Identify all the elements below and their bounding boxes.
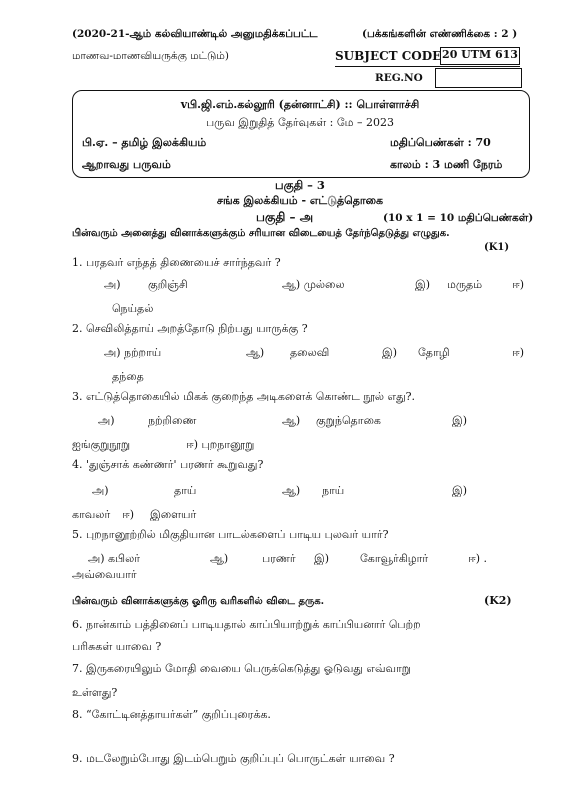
question-6-line-1: 6. நான்காம் பத்தினைப் பாடியதால் காப்பியாற்றுக் காப்பியனார் பெற்ற [72,618,421,631]
q4-option-c-label: இ) [452,484,467,497]
q4-option-b-label: ஆ) [282,484,301,497]
q5-option-a: அ) கபிலர் [88,552,140,565]
q5-option-c-label: இ) [314,552,329,565]
part-a-instruction: பின்வரும் அனைத்து வினாக்களுக்கும் சரியான விடையைத் தேர்ந்தெடுத்து எழுதுக. [72,228,450,239]
unit-title: சங்க இலக்கியம் - எட்டுத்தொகை [216,194,384,207]
exam-title: பருவ இறுதித் தேர்வுகள் : மே – 2023 [205,116,395,129]
question-1: 1. பரதவர் எந்தத் திணையைச் சார்ந்தவர் ? [72,256,281,269]
q4-option-a: தாய் [174,484,197,497]
q3-option-d: ஈ) புறநானூறு [186,438,255,451]
students-only: மாணவ-மாணவியருக்கு மட்டும்) [72,50,229,62]
q2-option-c-label: இ) [382,346,397,359]
q1-option-b: ஆ) முல்லை [282,278,345,291]
year-note: (2020-21-ஆம் கல்வியாண்டில் அனுமதிக்கப்பட்ட [72,28,318,40]
q2-option-c: தோழி [418,346,450,359]
q2-option-d: தந்தை [112,370,144,383]
exam-time: காலம் : 3 மணி நேரம் [390,158,503,171]
q4-option-d-label: ஈ) [122,508,135,521]
reg-no-box [435,68,522,88]
q2-option-b: தலைவி [290,346,330,359]
q4-option-c: காவலர் [72,508,111,521]
college-name: vபி.ஜி.எம்.கல்லூரி (தன்னாட்சி) :: பொள்ளாச்சி [180,98,420,111]
header-rule [335,66,520,67]
q1-option-a-label: அ) [104,278,121,291]
semester: ஆறாவது பருவம் [82,158,171,171]
part-a-level: (K1) [484,242,510,253]
reg-no-label: REG.NO [375,72,423,84]
q4-option-d: இளையர் [150,508,197,521]
unit-label: பகுதி – 3 [275,178,325,192]
q1-option-a: குறிஞ்சி [148,278,188,291]
page-count: (பக்கங்களின் எண்ணிக்கை : 2 ) [362,28,518,40]
part-b-level: (K2) [484,594,512,607]
q3-option-a-label: அ) [98,414,115,427]
q2-option-a: அ) நற்றாய் [104,346,162,359]
question-2: 2. செவிலித்தாய் அறத்தோடு நிற்பது யாருக்கு ? [72,322,308,335]
q2-option-d-label: ஈ) [512,346,525,359]
total-marks: மதிப்பெண்கள் : 70 [390,136,491,149]
q3-option-c-label: இ) [452,414,467,427]
q3-option-b: குறுந்தொகை [316,414,381,427]
part-a-title: பகுதி – அ [256,210,314,224]
question-7-line-1: 7. இருகரையிலும் மோதி வையை பெருக்கெடுத்து ஓடுவது எவ்வாறு [72,662,411,675]
q5-option-b-label: ஆ) [210,552,229,565]
question-9: 9. மடலேறும்போது இடம்பெறும் குறிப்புப் பொருட்கள் யாவை ? [72,752,395,765]
q1-option-c-label: இ) [415,278,430,291]
question-8: 8. “கோட்டினத்தாயர்கள்” குறிப்புரைக்க. [72,708,271,721]
question-3: 3. எட்டுத்தொகையில் மிகக் குறைந்த அடிகளைக் கொண்ட நூல் எது?. [72,390,416,403]
q2-option-b-label: ஆ) [246,346,265,359]
q4-option-a-label: அ) [92,484,109,497]
subject-code-label: SUBJECT CODE [335,49,442,63]
q1-option-c: மருதம் [447,278,483,291]
q5-option-b: பரணர் [262,552,296,565]
subject-code-box: 20 UTM 613 [440,47,520,65]
q3-option-a: நற்றிணை [148,414,197,427]
question-7-line-2: உள்ளது? [72,686,118,699]
degree: பி.ஏ. – தமிழ் இலக்கியம் [82,136,207,149]
q3-option-c: ஐங்குறுநூறு [72,438,131,451]
question-4: 4. 'துஞ்சாக் கண்ணர்' பரணர் கூறுவது? [72,458,264,471]
q5-option-d-label: ஈ) . [468,552,488,565]
q1-option-d: நெய்தல் [112,302,154,315]
q4-option-b: நாய் [322,484,345,497]
q1-option-d-label: ஈ) [512,278,525,291]
part-b-instruction: பின்வரும் வினாக்களுக்கு ஓரிரு வரிகளில் விடை தருக. [72,596,325,607]
question-6-line-2: பரிசுகள் யாவை ? [72,640,162,653]
part-a-marks: (10 x 1 = 10 மதிப்பெண்கள்) [383,212,534,224]
q3-option-b-label: ஆ) [282,414,301,427]
question-5: 5. புறநானூற்றில் மிகுதியான பாடல்களைப் பாடிய புலவர் யார்? [72,528,389,541]
q5-option-d: அவ்வையார் [72,568,137,581]
q5-option-c: கோவூர்கிழார் [360,552,429,565]
